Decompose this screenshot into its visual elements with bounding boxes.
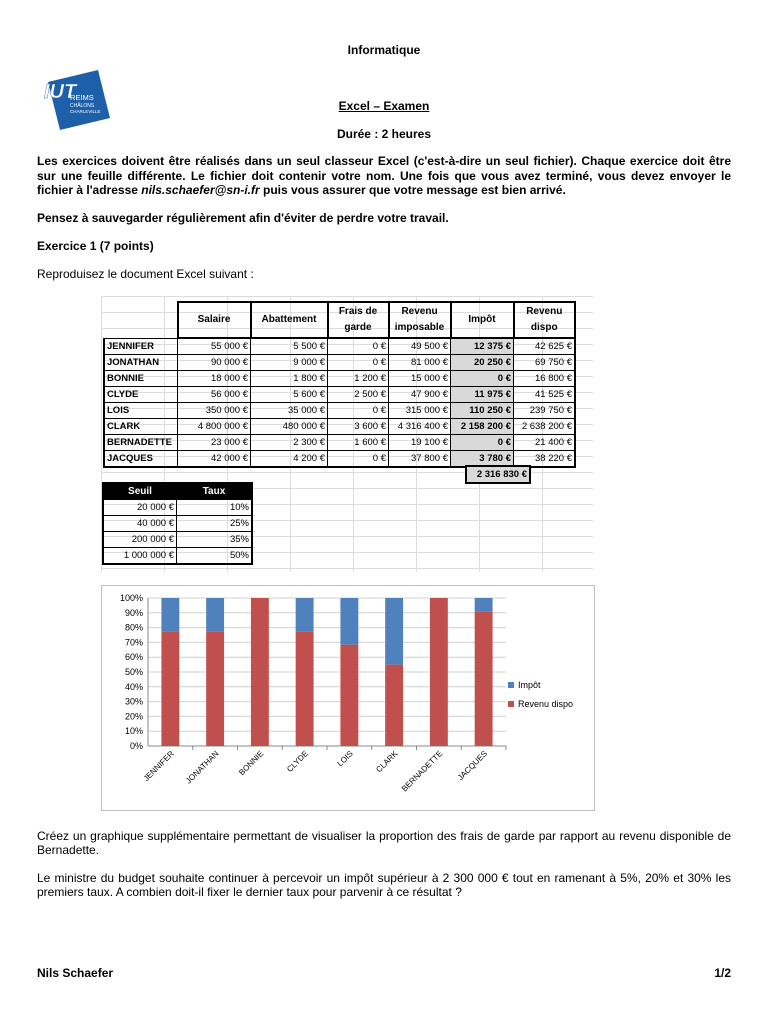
value-cell: 18 000 €	[178, 371, 251, 387]
bar-segment	[206, 631, 224, 746]
value-cell: 5 600 €	[251, 387, 328, 403]
tax-cell: 12 375 €	[451, 338, 514, 355]
value-cell: 47 900 €	[389, 387, 451, 403]
tax-cell: 110 250 €	[451, 403, 514, 419]
row-name-cell: JENNIFER	[104, 338, 178, 355]
table-row	[104, 387, 575, 403]
value-cell: 4 800 000 €	[178, 419, 251, 435]
tax-cell: 0 €	[451, 435, 514, 451]
total-tax-cell: 2 316 830 €	[465, 465, 531, 484]
threshold-row	[103, 516, 252, 532]
x-tick-label: LOIS	[335, 749, 355, 769]
value-cell: 41 525 €	[514, 387, 576, 403]
bar-segment	[340, 598, 358, 645]
row-name-cell: BONNIE	[104, 371, 178, 387]
value-cell: 315 000 €	[389, 403, 451, 419]
table-row	[104, 338, 575, 355]
table-row	[104, 435, 575, 451]
footer-author: Nils Schaefer	[37, 966, 114, 980]
value-cell: 0 €	[328, 403, 389, 419]
header-abattement: Abattement	[251, 302, 328, 338]
bar-segment	[385, 665, 403, 746]
exam-title: Excel – Examen	[338, 99, 430, 113]
rate-cell: 10%	[177, 500, 253, 516]
value-cell: 15 000 €	[389, 371, 451, 387]
legend-swatch	[508, 701, 514, 707]
value-cell: 350 000 €	[178, 403, 251, 419]
row-name-cell: LOIS	[104, 403, 178, 419]
x-tick-label: JENNIFER	[141, 749, 176, 784]
rate-cell: 25%	[177, 516, 253, 532]
row-name-cell: CLYDE	[104, 387, 178, 403]
y-tick-label: 50%	[124, 667, 143, 677]
header-impot: Impôt	[451, 302, 514, 338]
tax-cell: 11 975 €	[451, 387, 514, 403]
tax-cell: 2 158 200 €	[451, 419, 514, 435]
stacked-bar-chart	[101, 585, 595, 811]
legend-label: Revenu dispo	[518, 699, 574, 709]
table-row	[104, 371, 575, 387]
value-cell: 90 000 €	[178, 355, 251, 371]
rate-cell: 35%	[177, 532, 253, 548]
x-tick-label: CLYDE	[285, 749, 311, 774]
income-table-header-row	[104, 302, 575, 338]
tax-cell: 20 250 €	[451, 355, 514, 371]
header-taux: Taux	[177, 483, 253, 500]
value-cell: 19 100 €	[389, 435, 451, 451]
value-cell: 23 000 €	[178, 435, 251, 451]
table-row	[104, 403, 575, 419]
value-cell: 21 400 €	[514, 435, 576, 451]
bar-segment	[296, 631, 314, 746]
instructions-text-2: puis vous assurer que votre message est bien arrivé.	[259, 183, 566, 197]
header-seuil: Seuil	[103, 483, 177, 500]
value-cell: 56 000 €	[178, 387, 251, 403]
value-cell: 0 €	[328, 451, 389, 468]
y-tick-label: 0%	[129, 741, 143, 751]
bar-segment	[475, 598, 493, 611]
value-cell: 35 000 €	[251, 403, 328, 419]
y-tick-label: 90%	[124, 607, 143, 618]
threshold-cell: 200 000 €	[103, 532, 177, 548]
exam-duration: Durée : 2 heures	[336, 127, 432, 141]
threshold-cell: 20 000 €	[103, 500, 177, 516]
y-tick-label: 10%	[124, 726, 143, 737]
value-cell: 3 600 €	[328, 419, 389, 435]
income-table	[103, 301, 576, 468]
value-cell: 4 200 €	[251, 451, 328, 468]
instructions-paragraph	[37, 154, 731, 198]
legend-label: Impôt	[518, 680, 541, 690]
bar-segment	[206, 598, 224, 631]
y-tick-label: 70%	[124, 637, 143, 648]
threshold-row	[103, 532, 252, 548]
value-cell: 49 500 €	[389, 338, 451, 355]
value-cell: 239 750 €	[514, 403, 576, 419]
bar-segment	[430, 598, 448, 746]
exercise-1-intro: Reproduisez le document Excel suivant :	[37, 267, 254, 281]
x-tick-label: JACQUES	[455, 749, 490, 783]
value-cell: 2 500 €	[328, 387, 389, 403]
header-salaire: Salaire	[178, 302, 251, 338]
y-tick-label: 80%	[124, 622, 143, 633]
row-name-cell: CLARK	[104, 419, 178, 435]
value-cell: 480 000 €	[251, 419, 328, 435]
exercise-1-title: Exercice 1 (7 points)	[37, 239, 154, 253]
header-revenu-imposable: Revenu imposable	[389, 302, 451, 338]
header-frais-de-garde: Frais de garde	[328, 302, 389, 338]
tax-cell: 3 780 €	[451, 451, 514, 468]
x-tick-label: CLARK	[374, 749, 400, 775]
corner-cell	[104, 302, 178, 338]
svg-text:CHARLEVILLE: CHARLEVILLE	[70, 109, 101, 114]
value-cell: 37 800 €	[389, 451, 451, 468]
value-cell: 0 €	[328, 355, 389, 371]
x-tick-label: JONATHAN	[184, 749, 221, 786]
bar-segment	[340, 645, 358, 746]
value-cell: 55 000 €	[178, 338, 251, 355]
rate-cell: 50%	[177, 548, 253, 565]
page-header-title: Informatique	[347, 43, 421, 57]
y-tick-label: 60%	[124, 652, 143, 663]
instructions-text-1: Les exercices doivent être réalisés dans un seul classeur Excel (c'est-à-dire un seul fichier). Chaque exercice doit être sur une feuille différente. Le fichier doit contenir votre nom. Une fois que vous avez terminé, vous devez envoyer le fichier à l'adresse	[37, 154, 731, 197]
y-tick-label: 20%	[124, 711, 143, 722]
tax-cell: 0 €	[451, 371, 514, 387]
value-cell: 42 625 €	[514, 338, 576, 355]
minister-question: Le ministre du budget souhaite continuer à percevoir un impôt supérieur à 2 300 000 € tout en ramenant à 5%, 20% et 30% les premiers taux. A combien doit-il fixer le dernier taux pour parvenir à ce résultat ?	[37, 871, 731, 899]
bar-segment	[251, 598, 269, 746]
row-name-cell: JACQUES	[104, 451, 178, 468]
value-cell: 9 000 €	[251, 355, 328, 371]
threshold-cell: 1 000 000 €	[103, 548, 177, 565]
threshold-header-row	[103, 483, 252, 500]
value-cell: 1 800 €	[251, 371, 328, 387]
y-tick-label: 30%	[124, 696, 143, 707]
create-chart-instruction: Créez un graphique supplémentaire permettant de visualiser la proportion des frais de garde par rapport au revenu disponible de Bernadette.	[37, 829, 731, 857]
table-row	[104, 419, 575, 435]
legend-swatch	[508, 682, 514, 688]
value-cell: 2 300 €	[251, 435, 328, 451]
bar-segment	[475, 611, 493, 746]
bar-segment	[385, 598, 403, 665]
y-tick-label: 40%	[124, 681, 143, 692]
threshold-row	[103, 548, 252, 565]
threshold-row	[103, 500, 252, 516]
instructions-email: nils.schaefer@sn-i.fr	[141, 183, 260, 197]
value-cell: 69 750 €	[514, 355, 576, 371]
value-cell: 81 000 €	[389, 355, 451, 371]
x-tick-label: BERNADETTE	[399, 749, 445, 794]
value-cell: 4 316 400 €	[389, 419, 451, 435]
footer-page-number: 1/2	[714, 966, 731, 980]
bar-segment	[161, 631, 179, 746]
value-cell: 38 220 €	[514, 451, 576, 468]
tax-threshold-table	[102, 482, 253, 565]
value-cell: 2 638 200 €	[514, 419, 576, 435]
svg-text:IUT: IUT	[44, 81, 77, 103]
row-name-cell: JONATHAN	[104, 355, 178, 371]
value-cell: 0 €	[328, 338, 389, 355]
save-note: Pensez à sauvegarder régulièrement afin d'éviter de perdre votre travail.	[37, 211, 449, 225]
row-name-cell: BERNADETTE	[104, 435, 178, 451]
value-cell: 1 600 €	[328, 435, 389, 451]
value-cell: 1 200 €	[328, 371, 389, 387]
table-row	[104, 355, 575, 371]
x-tick-label: BONNIE	[237, 749, 266, 778]
svg-text:CHÂLONS: CHÂLONS	[70, 103, 95, 109]
header-revenu-dispo: Revenu dispo	[514, 302, 576, 338]
bar-segment	[161, 598, 179, 631]
svg-text:REIMS: REIMS	[70, 93, 94, 102]
value-cell: 5 500 €	[251, 338, 328, 355]
value-cell: 16 800 €	[514, 371, 576, 387]
threshold-cell: 40 000 €	[103, 516, 177, 532]
bar-segment	[296, 598, 314, 631]
y-tick-label: 100%	[119, 593, 143, 603]
value-cell: 42 000 €	[178, 451, 251, 468]
